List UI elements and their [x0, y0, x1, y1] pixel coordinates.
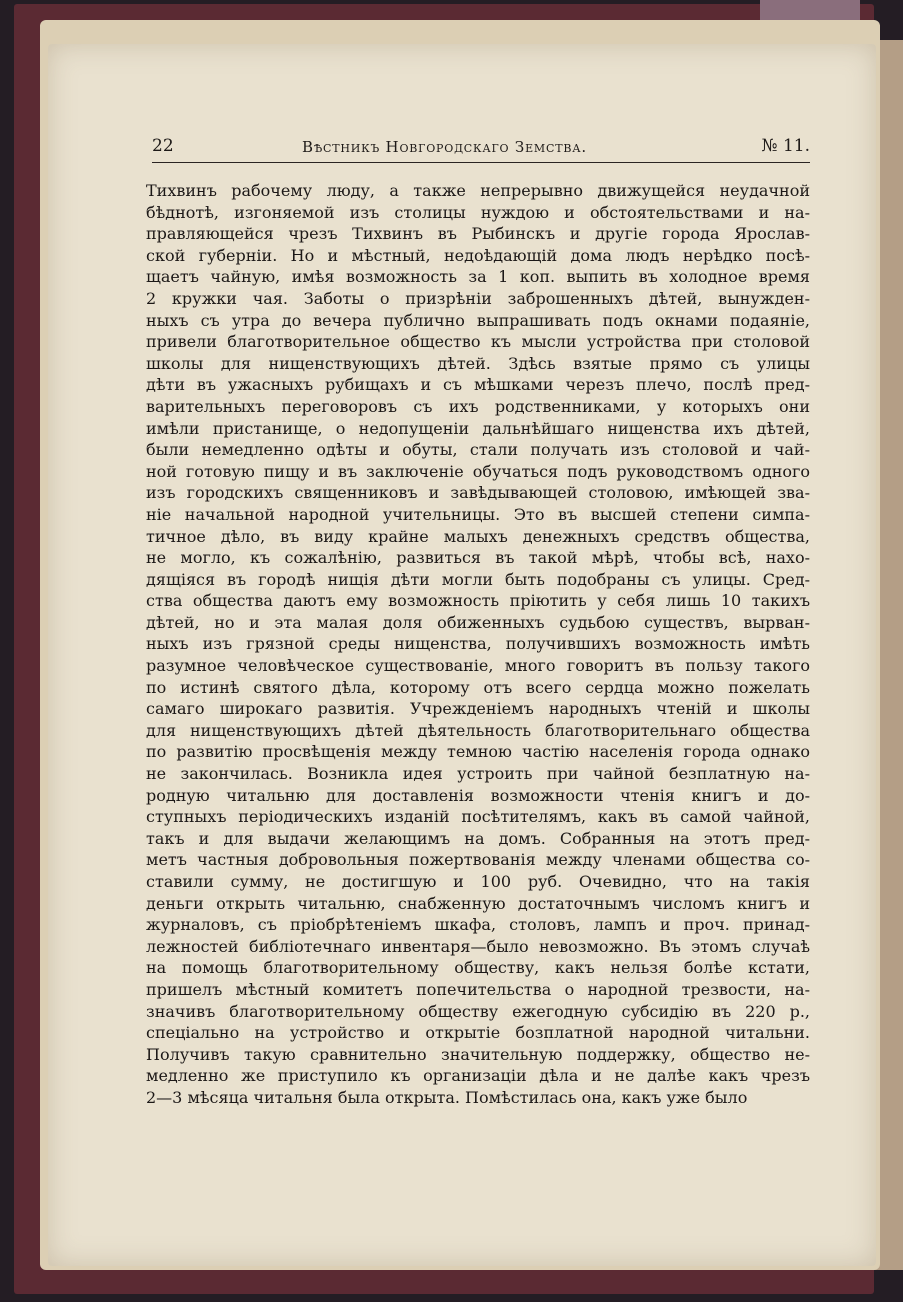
text-line: изъ городскихъ священниковъ и завѣдывающей столовою, имѣющей зва-	[146, 483, 810, 503]
text-line: метъ частныя добровольныя пожертвованія между членами общества со-	[146, 850, 810, 870]
text-line: ставили сумму, не достигшую и 100 руб. Очевидно, что на такія	[146, 872, 810, 891]
text-line: правляющейся чрезъ Тихвинъ въ Рыбинскъ и другіе города Ярослав-	[146, 224, 810, 244]
text-line: ныхъ изъ грязной среды нищенства, получившихъ возможность имѣть	[146, 634, 810, 654]
text-line: щаетъ чайную, имѣя возможность за 1 коп. выпить въ холодное время	[146, 267, 810, 287]
text-line: были немедленно одѣты и обуты, стали получать изъ столовой и чай-	[146, 440, 810, 460]
text-line: деньги открыть читальню, снабженную достаточнымъ числомъ книгъ и	[146, 893, 810, 913]
text-line: ства общества даютъ ему возможность пріютить у себя лишь 10 такихъ	[146, 591, 810, 611]
text-line: не закончилась. Возникла идея устроить при чайной безплатную на-	[146, 764, 810, 784]
text-line: по развитію просвѣщенія между темною частію населенія города однако	[146, 742, 810, 762]
text-line: значивъ благотворительному обществу ежегодную субсидію въ 220 р.,	[146, 1001, 810, 1021]
text-line: ной готовую пищу и въ заключеніе обучаться подъ руководствомъ одного	[146, 461, 810, 481]
text-line: дѣти въ ужасныхъ рубищахъ и съ мѣшками черезъ плечо, послѣ пред-	[146, 375, 810, 395]
text-line: журналовъ, съ пріобрѣтеніемъ шкафа, столовъ, лампъ и проч. принад-	[146, 915, 810, 935]
text-line: такъ и для выдачи желающимъ на домъ. Собранныя на этотъ пред-	[146, 828, 810, 848]
text-line: разумное человѣческое существованіе, много говоритъ въ пользу такого	[146, 656, 810, 676]
text-line: не могло, къ сожалѣнію, развиться въ такой мѣрѣ, чтобы всѣ, нахо-	[146, 548, 810, 568]
text-line: по истинѣ святого дѣла, которому отъ всего сердца можно пожелать	[146, 677, 810, 697]
text-line: медленно же приступило къ организаціи дѣла и не далѣе какъ чрезъ	[146, 1066, 810, 1086]
text-line: Получивъ такую сравнительно значительную поддержку, общество не-	[146, 1044, 810, 1064]
text-line: пришелъ мѣстный комитетъ попечительства о народной трезвости, на-	[146, 979, 810, 999]
text-line: спеціально на устройство и открытіе бозплатной народной читальни.	[146, 1023, 810, 1043]
issue-number: № 11.	[761, 136, 810, 156]
running-header	[152, 134, 810, 163]
text-line: дящіяся въ городѣ нищія дѣти могли быть подобраны съ улицы. Сред-	[146, 569, 810, 589]
text-line: для нищенствующихъ дѣтей дѣятельность благотворительнаго общества	[146, 720, 810, 740]
text-line: бѣднотѣ, изгоняемой изъ столицы нуждою и обстоятельствами и на-	[146, 202, 810, 222]
text-line: 2—3 мѣсяца читальня была открыта. Помѣстилась она, какъ уже было	[146, 1087, 748, 1107]
page-number: 22	[152, 136, 174, 156]
journal-title: Вѣстникъ Новгородскаго Земства.	[302, 138, 587, 156]
text-line: привели благотворительное общество къ мысли устройства при столовой	[146, 332, 810, 352]
text-line: дѣтей, но и эта малая доля обиженныхъ судьбою существъ, вырван-	[146, 612, 810, 632]
text-line: родную читальню для доставленія возможности чтенія книгъ и до-	[146, 785, 810, 805]
text-line: имѣли пристанище, о недопущеніи дальнѣйшаго нищенства ихъ дѣтей,	[146, 418, 810, 438]
text-line: ніе начальной народной учительницы. Это въ высшей степени симпа-	[146, 504, 810, 524]
text-line: тичное дѣло, въ виду крайне малыхъ денежныхъ средствъ общества,	[146, 526, 810, 546]
text-line: ступныхъ періодическихъ изданій посѣтителямъ, какъ въ самой чайной,	[146, 807, 810, 827]
text-line: самаго широкаго развитія. Учрежденіемъ народныхъ чтеній и школы	[146, 699, 810, 719]
text-line: ныхъ съ утра до вечера публично выпрашивать подъ окнами подаяніе,	[146, 310, 810, 330]
text-line: варительныхъ переговоровъ съ ихъ родственниками, у которыхъ они	[146, 396, 810, 416]
text-line: на помощь благотворительному обществу, какъ нельзя болѣе кстати,	[146, 958, 810, 978]
text-line: ской губерніи. Но и мѣстный, недоѣдающій дома людъ нерѣдко посѣ-	[146, 245, 810, 265]
text-line: 2 кружки чая. Заботы о призрѣніи заброшенныхъ дѣтей, вынужден-	[146, 288, 810, 308]
text-line: Тихвинъ рабочему люду, а также непрерывно движущейся неудачной	[146, 181, 810, 200]
text-line: лежностей библіотечнаго инвентаря—было невозможно. Въ этомъ случаѣ	[146, 936, 810, 956]
text-line: школы для нищенствующихъ дѣтей. Здѣсь взятые прямо съ улицы	[146, 353, 810, 373]
body-text	[146, 180, 810, 1109]
